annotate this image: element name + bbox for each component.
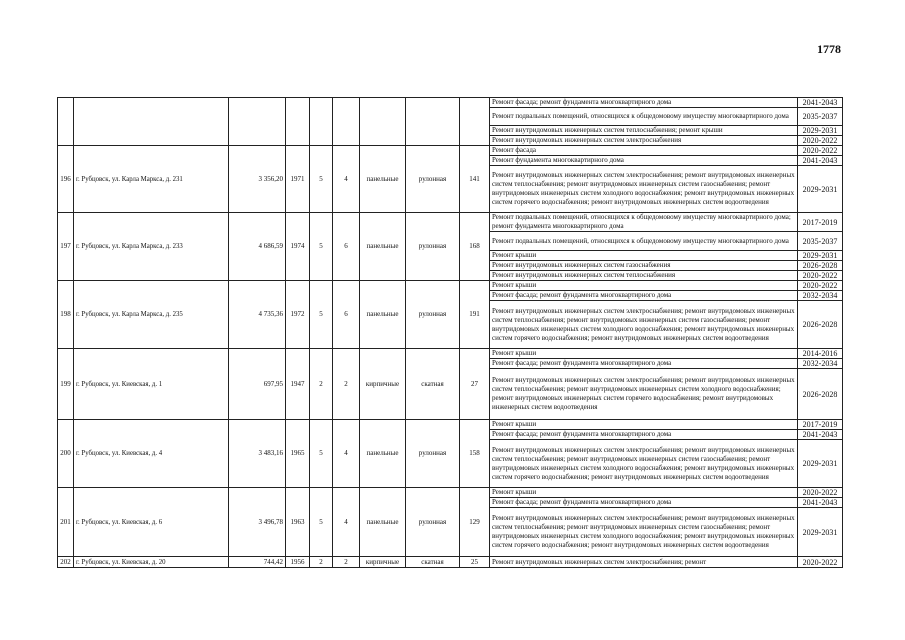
- empty-cell: [333, 98, 360, 146]
- period-cell: 2020-2022: [798, 146, 843, 156]
- floors-cell: 2: [310, 557, 333, 568]
- period-cell: 2035-2037: [798, 232, 843, 251]
- period-cell: 2041-2043: [798, 430, 843, 440]
- work-cell: Ремонт крыши: [490, 349, 798, 359]
- floors-cell: 5: [310, 420, 333, 488]
- apartments-cell: 129: [460, 488, 490, 557]
- work-cell: Ремонт фасада: [490, 146, 798, 156]
- floors-cell: 5: [310, 213, 333, 281]
- floors-cell: 5: [310, 146, 333, 213]
- wall-material-cell: панельные: [360, 213, 406, 281]
- floors-cell: 5: [310, 281, 333, 349]
- roof-type-cell: рулонная: [406, 281, 460, 349]
- period-cell: 2017-2019: [798, 213, 843, 232]
- table-row: [58, 281, 843, 291]
- num-cell: 197: [58, 213, 74, 281]
- work-cell: Ремонт фундамента многоквартирного дома: [490, 156, 798, 166]
- address-cell: г. Рубцовск, ул. Карла Маркса, д. 235: [74, 281, 229, 349]
- table-row: [58, 213, 843, 232]
- work-cell: Ремонт внутридомовых инженерных систем теплоснабжения: [490, 271, 798, 281]
- address-cell: г. Рубцовск, ул. Киевская, д. 1: [74, 349, 229, 420]
- work-cell: Ремонт подвальных помещений, относящихся к общедомовому имуществу многоквартирного дома: [490, 108, 798, 126]
- address-cell: г. Рубцовск, ул. Киевская, д. 4: [74, 420, 229, 488]
- entrances-cell: 2: [333, 349, 360, 420]
- work-cell: Ремонт внутридомовых инженерных систем электроснабжения; ремонт: [490, 557, 798, 568]
- apartments-cell: 27: [460, 349, 490, 420]
- period-cell: 2014-2016: [798, 349, 843, 359]
- period-cell: 2041-2043: [798, 156, 843, 166]
- period-cell: 2041-2043: [798, 98, 843, 108]
- num-cell: 199: [58, 349, 74, 420]
- wall-material-cell: панельные: [360, 281, 406, 349]
- num-cell: 201: [58, 488, 74, 557]
- address-cell: г. Рубцовск, ул. Киевская, д. 20: [74, 557, 229, 568]
- area-cell: 3 483,16: [229, 420, 286, 488]
- work-cell: Ремонт внутридомовых инженерных систем электроснабжения; ремонт внутридомовых инженерных систем теплоснабжения; ремонт внутридомовых инженерных систем газоснабжения; ремонт внутридомовых инженерных систем холодного водоснабжения; ремонт внутридомовых инженерных систем горячего водоснабжения; ремонт внутридомовых инженерных систем водоотведения: [490, 301, 798, 349]
- area-cell: 3 496,78: [229, 488, 286, 557]
- period-cell: 2032-2034: [798, 359, 843, 369]
- year-cell: 1963: [286, 488, 310, 557]
- work-cell: Ремонт внутридомовых инженерных систем электроснабжения; ремонт внутридомовых инженерных систем теплоснабжения; ремонт внутридомовых инженерных систем холодного водоснабжения; ремонт внутридомовых инженерных систем горячего водоснабжения; ремонт внутридомовых инженерных систем водоотведения: [490, 369, 798, 420]
- roof-type-cell: рулонная: [406, 146, 460, 213]
- floors-cell: 5: [310, 488, 333, 557]
- empty-cell: [406, 98, 460, 146]
- period-cell: 2029-2031: [798, 440, 843, 488]
- roof-type-cell: скатная: [406, 557, 460, 568]
- period-cell: 2032-2034: [798, 291, 843, 301]
- capital-repair-table: [57, 97, 843, 568]
- year-cell: 1971: [286, 146, 310, 213]
- address-cell: г. Рубцовск, ул. Карла Маркса, д. 233: [74, 213, 229, 281]
- year-cell: 1956: [286, 557, 310, 568]
- work-cell: Ремонт подвальных помещений, относящихся к общедомовому имуществу многоквартирного дома: [490, 232, 798, 251]
- apartments-cell: 141: [460, 146, 490, 213]
- area-cell: 3 356,20: [229, 146, 286, 213]
- year-cell: 1965: [286, 420, 310, 488]
- period-cell: 2035-2037: [798, 108, 843, 126]
- work-cell: Ремонт внутридомовых инженерных систем электроснабжения; ремонт внутридомовых инженерных систем теплоснабжения; ремонт внутридомовых инженерных систем газоснабжения; ремонт внутридомовых инженерных систем холодного водоснабжения; ремонт внутридомовых инженерных систем горячего водоснабжения; ремонт внутридомовых инженерных систем водоотведения: [490, 440, 798, 488]
- floors-cell: 2: [310, 349, 333, 420]
- work-cell: Ремонт крыши: [490, 488, 798, 498]
- wall-material-cell: панельные: [360, 488, 406, 557]
- apartments-cell: 168: [460, 213, 490, 281]
- work-cell: Ремонт фасада; ремонт фундамента многоквартирного дома: [490, 430, 798, 440]
- empty-cell: [229, 98, 286, 146]
- empty-cell: [460, 98, 490, 146]
- period-cell: 2026-2028: [798, 301, 843, 349]
- work-cell: Ремонт фасада; ремонт фундамента многоквартирного дома: [490, 98, 798, 108]
- period-cell: 2029-2031: [798, 166, 843, 213]
- entrances-cell: 4: [333, 420, 360, 488]
- num-cell: 200: [58, 420, 74, 488]
- wall-material-cell: кирпичные: [360, 557, 406, 568]
- roof-type-cell: скатная: [406, 349, 460, 420]
- roof-type-cell: рулонная: [406, 420, 460, 488]
- work-cell: Ремонт внутридомовых инженерных систем электроснабжения; ремонт внутридомовых инженерных систем теплоснабжения; ремонт внутридомовых инженерных систем газоснабжения; ремонт внутридомовых инженерных систем холодного водоснабжения; ремонт внутридомовых инженерных систем горячего водоснабжения; ремонт внутридомовых инженерных систем водоотведения: [490, 508, 798, 557]
- period-cell: 2020-2022: [798, 271, 843, 281]
- entrances-cell: 6: [333, 281, 360, 349]
- period-cell: 2029-2031: [798, 126, 843, 136]
- area-cell: 744,42: [229, 557, 286, 568]
- table-row: [58, 488, 843, 498]
- year-cell: 1974: [286, 213, 310, 281]
- entrances-cell: 6: [333, 213, 360, 281]
- period-cell: 2017-2019: [798, 420, 843, 430]
- work-cell: Ремонт внутридомовых инженерных систем теплоснабжения; ремонт крыши: [490, 126, 798, 136]
- year-cell: 1972: [286, 281, 310, 349]
- table-row: [58, 98, 843, 108]
- area-cell: 4 735,36: [229, 281, 286, 349]
- work-cell: Ремонт подвальных помещений, относящихся к общедомовому имуществу многоквартирного дома; ремонт фундамента многоквартирного дома: [490, 213, 798, 232]
- work-cell: Ремонт внутридомовых инженерных систем электроснабжения: [490, 136, 798, 146]
- work-cell: Ремонт крыши: [490, 420, 798, 430]
- work-cell: Ремонт фасада; ремонт фундамента многоквартирного дома: [490, 291, 798, 301]
- area-cell: 4 686,59: [229, 213, 286, 281]
- period-cell: 2020-2022: [798, 557, 843, 568]
- period-cell: 2029-2031: [798, 251, 843, 261]
- year-cell: 1947: [286, 349, 310, 420]
- period-cell: 2026-2028: [798, 261, 843, 271]
- apartments-cell: 191: [460, 281, 490, 349]
- num-cell: 198: [58, 281, 74, 349]
- work-cell: Ремонт крыши: [490, 281, 798, 291]
- period-cell: 2020-2022: [798, 488, 843, 498]
- table-row: [58, 146, 843, 156]
- period-cell: 2041-2043: [798, 498, 843, 508]
- entrances-cell: 4: [333, 488, 360, 557]
- entrances-cell: 2: [333, 557, 360, 568]
- empty-cell: [74, 98, 229, 146]
- period-cell: 2026-2028: [798, 369, 843, 420]
- apartments-cell: 158: [460, 420, 490, 488]
- address-cell: г. Рубцовск, ул. Карла Маркса, д. 231: [74, 146, 229, 213]
- empty-cell: [360, 98, 406, 146]
- apartments-cell: 25: [460, 557, 490, 568]
- period-cell: 2029-2031: [798, 508, 843, 557]
- table-row: [58, 557, 843, 568]
- empty-cell: [286, 98, 310, 146]
- num-cell: 202: [58, 557, 74, 568]
- wall-material-cell: панельные: [360, 420, 406, 488]
- work-cell: Ремонт крыши: [490, 251, 798, 261]
- table-row: [58, 349, 843, 359]
- period-cell: 2020-2022: [798, 136, 843, 146]
- area-cell: 697,95: [229, 349, 286, 420]
- roof-type-cell: рулонная: [406, 213, 460, 281]
- roof-type-cell: рулонная: [406, 488, 460, 557]
- address-cell: г. Рубцовск, ул. Киевская, д. 6: [74, 488, 229, 557]
- wall-material-cell: панельные: [360, 146, 406, 213]
- empty-cell: [310, 98, 333, 146]
- num-cell: 196: [58, 146, 74, 213]
- work-cell: Ремонт внутридомовых инженерных систем газоснабжения: [490, 261, 798, 271]
- entrances-cell: 4: [333, 146, 360, 213]
- work-cell: Ремонт фасада; ремонт фундамента многоквартирного дома: [490, 359, 798, 369]
- work-cell: Ремонт внутридомовых инженерных систем электроснабжения; ремонт внутридомовых инженерных систем теплоснабжения; ремонт внутридомовых инженерных систем газоснабжения; ремонт внутридомовых инженерных систем холодного водоснабжения; ремонт внутридомовых инженерных систем горячего водоснабжения; ремонт внутридомовых инженерных систем водоотведения: [490, 166, 798, 213]
- page-number: 1778: [817, 42, 841, 56]
- wall-material-cell: кирпичные: [360, 349, 406, 420]
- work-cell: Ремонт фасада; ремонт фундамента многоквартирного дома: [490, 498, 798, 508]
- period-cell: 2020-2022: [798, 281, 843, 291]
- empty-cell: [58, 98, 74, 146]
- table-row: [58, 420, 843, 430]
